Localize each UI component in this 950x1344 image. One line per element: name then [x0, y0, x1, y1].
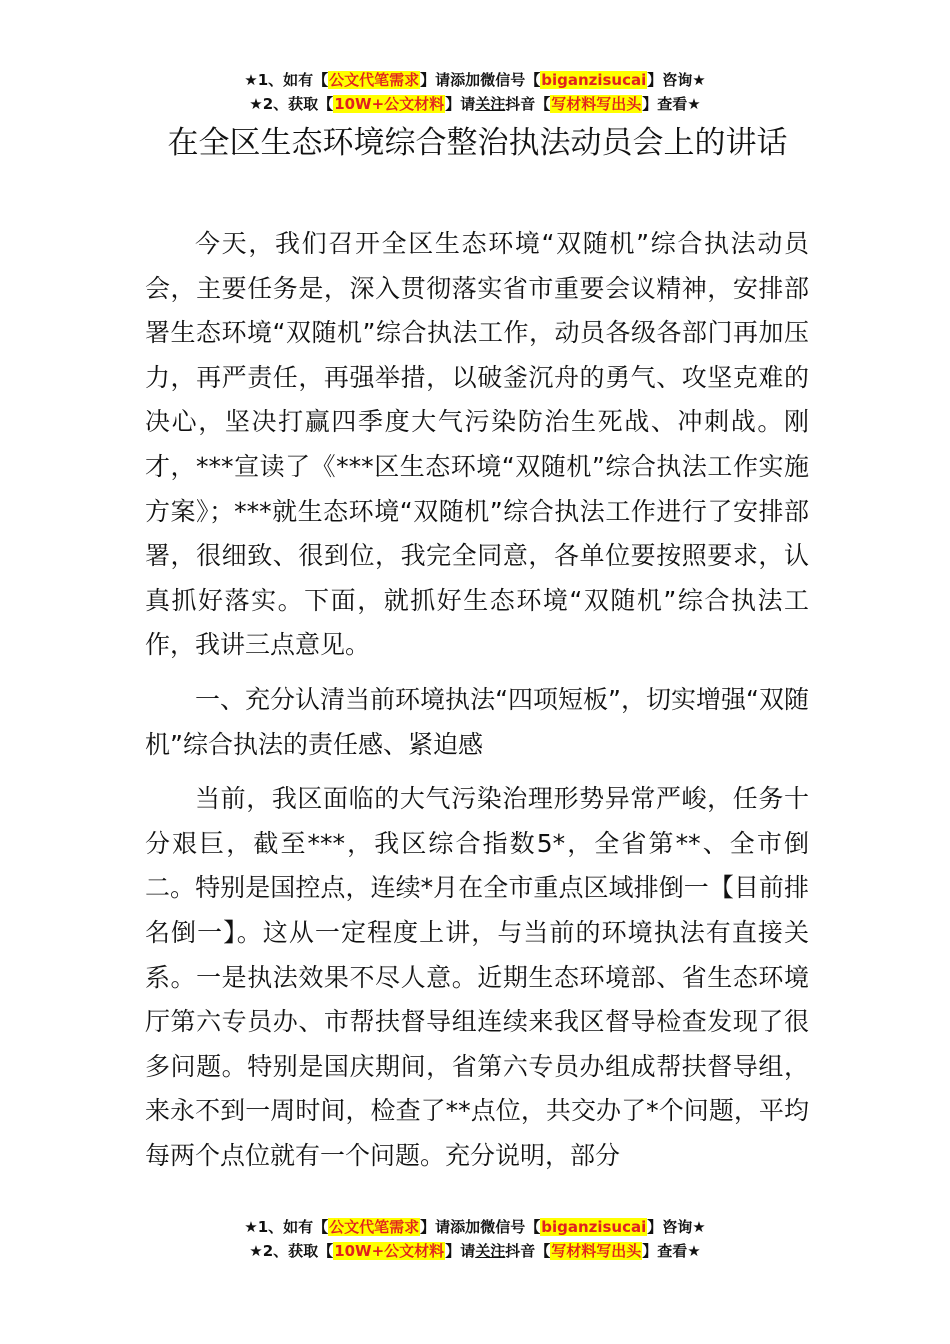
douyin-account-highlight: 写材料写出头 [551, 1242, 642, 1260]
notice-text: 】请添加 [420, 1218, 481, 1236]
notice-text: ★2、获取【 [249, 1242, 334, 1260]
notice-line-2 [0, 1239, 950, 1263]
notice-text: 】咨询★ [647, 1218, 706, 1236]
notice-text: 抖音【 [505, 95, 551, 113]
notice-line-1 [0, 1215, 950, 1239]
notice-text: 微信号【 [480, 71, 541, 89]
notice-text: ★2、获取【 [249, 95, 334, 113]
notice-text: ★1、如有【 [244, 1218, 329, 1236]
wechat-id-highlight: biganzisucai [541, 71, 647, 89]
paragraph: 当前，我区面临的大气污染治理形势异常严峻，任务十分艰巨，截至***，我区综合指数5*，全省第**、全市倒二。特别是国控点，连续*月在全市重点区域排倒一【目前排名倒一】。这从一定程度上讲，与当前的环境执法有直接关系。一是执法效果不尽人意。近期生态环境部、省生态环境厅第六专员办、市帮扶督导组连续来我区督导检查发现了很多问题。特别是国庆期间，省第六专员办组成帮扶督导组，来永不到一周时间，检查了**点位，共交办了*个问题，平均每两个点位就有一个问题。充分说明，部分 [145, 784, 809, 1170]
notice-text: 】查看★ [642, 1242, 701, 1260]
notice-text: 】咨询★ [647, 71, 706, 89]
notice-text: 】请 [445, 95, 476, 113]
section-heading: 一、充分认清当前环境执法“四项短板”，切实增强“双随机”综合执法的责任感、紧迫感 [145, 684, 809, 759]
notice-text: 】请添加 [420, 71, 481, 89]
notice-line-2 [0, 92, 950, 116]
highlight-text: 10W+公文材料 [334, 1242, 445, 1260]
document-body [145, 222, 809, 1188]
document-title: 在全区生态环境综合整治执法动员会上的讲话 [167, 125, 788, 161]
highlight-text: 公文代笔需求 [329, 71, 420, 89]
underlined-text: 关注 [475, 1242, 506, 1260]
header-notice [0, 68, 950, 116]
notice-text: 微信号【 [480, 1218, 541, 1236]
notice-text: 抖音【 [505, 1242, 551, 1260]
notice-text: 】请 [445, 1242, 476, 1260]
notice-text: 】查看★ [642, 95, 701, 113]
douyin-account-highlight: 写材料写出头 [551, 95, 642, 113]
paragraph: 今天，我们召开全区生态环境“双随机”综合执法动员会，主要任务是，深入贯彻落实省市重要会议精神，安排部署生态环境“双随机”综合执法工作，动员各级各部门再加压力，再严责任，再强举措，以破釜沉舟的勇气、攻坚克难的决心，坚决打赢四季度大气污染防治生死战、冲刺战。刚才，***宣读了《***区生态环境“双随机”综合执法工作实施方案》；***就生态环境“双随机”综合执法工作进行了安排部署，很细致、很到位，我完全同意，各单位要按照要求，认真抓好落实。下面，就抓好生态环境“双随机”综合执法工作，我讲三点意见。 [145, 229, 809, 660]
wechat-id-highlight: biganzisucai [541, 1218, 647, 1236]
notice-text: ★1、如有【 [244, 71, 329, 89]
footer-notice [0, 1215, 950, 1263]
notice-line-1 [0, 68, 950, 92]
highlight-text: 10W+公文材料 [334, 95, 445, 113]
underlined-text: 关注 [475, 95, 506, 113]
highlight-text: 公文代笔需求 [329, 1218, 420, 1236]
